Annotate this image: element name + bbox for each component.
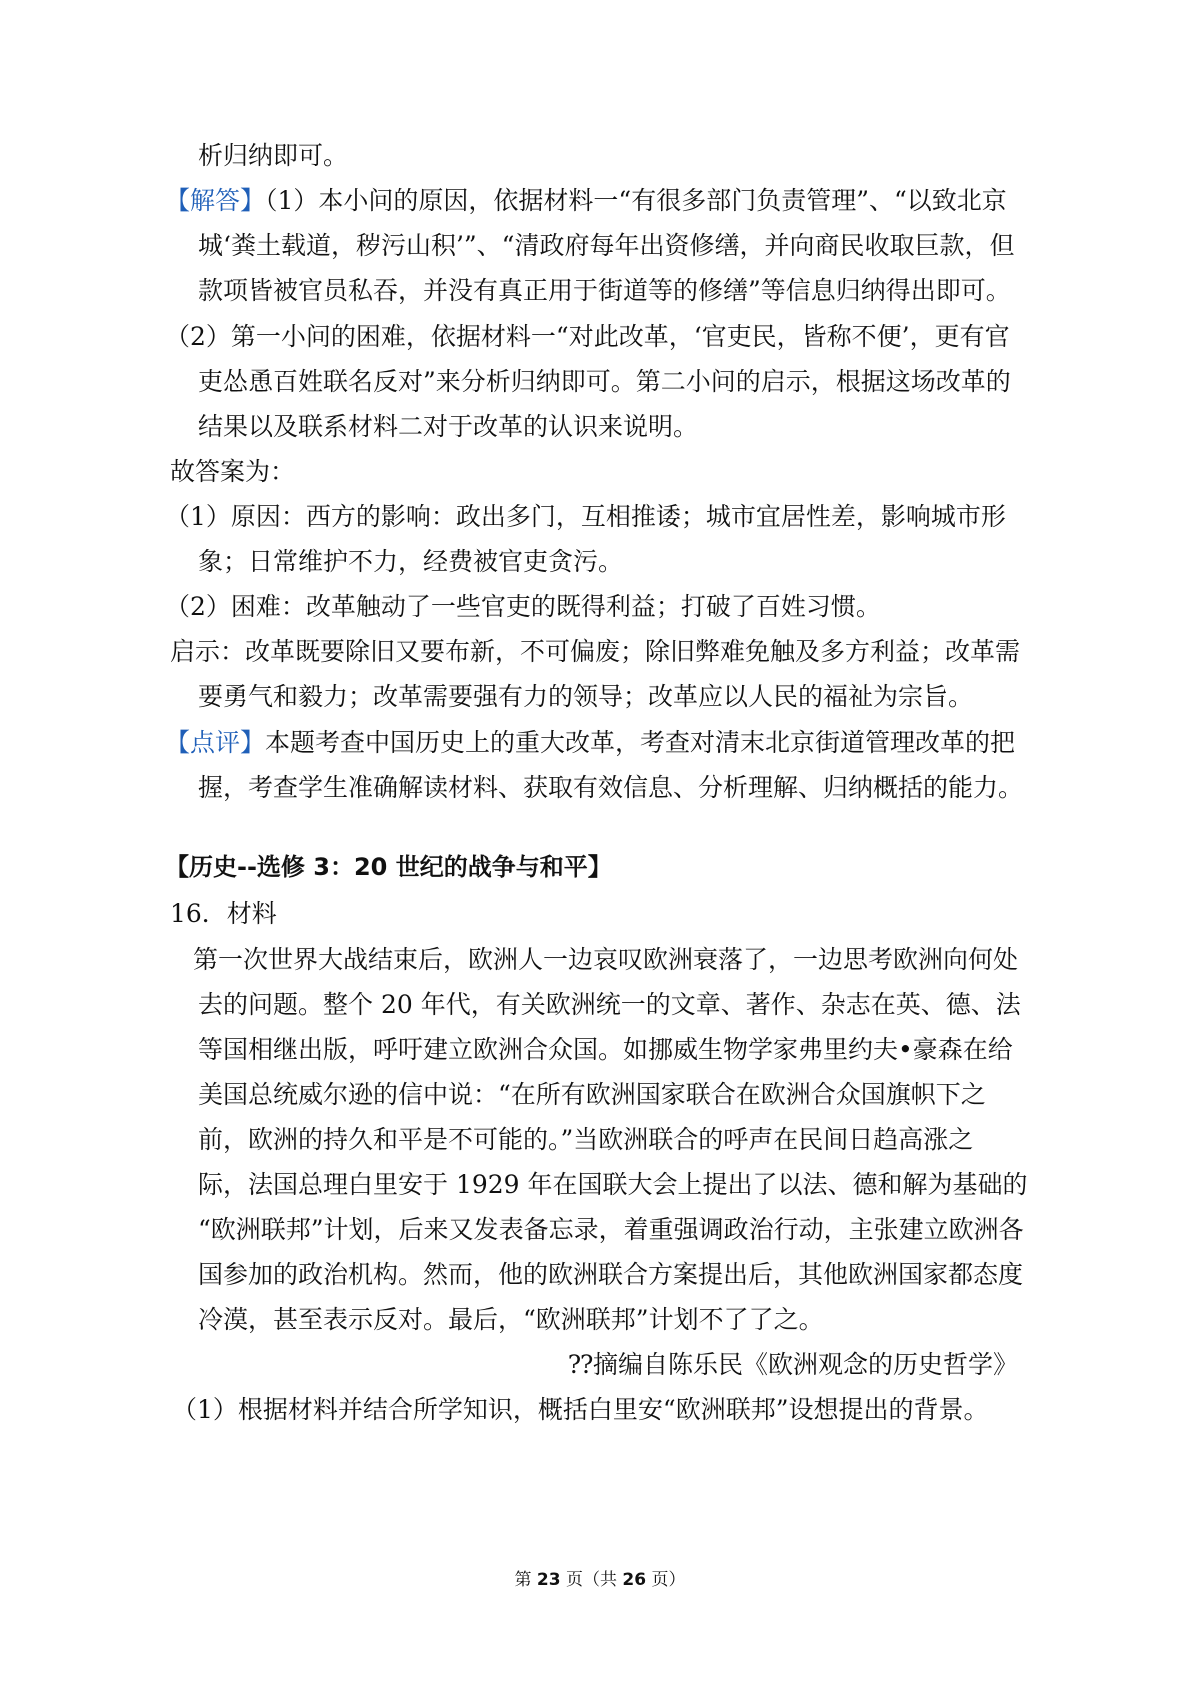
footer-prefix: 第	[514, 1570, 537, 1590]
part2-line: 吏怂恿百姓联名反对”来分析归纳即可。第二小问的启示，根据这场改革的	[198, 367, 1011, 396]
inspiration-line: 要勇气和毅力；改革需要强有力的领导；改革应以人民的福祉为宗旨。	[198, 682, 974, 711]
carry-over-line: 析归纳即可。	[198, 141, 349, 170]
material-line: 去的问题。整个 20 年代，有关欧洲统一的文章、著作、杂志在英、德、法	[198, 990, 1021, 1019]
answer-paragraph-line: 城‘粪土载道，秽污山积’”、“清政府每年出资修缮，并向商民收取巨款，但	[198, 231, 1015, 260]
commentary-line: 握，考查学生准确解读材料、获取有效信息、分析理解、归纳概括的能力。	[198, 773, 1024, 802]
material-line: 前，欧洲的持久和平是不可能的。”当欧洲联合的呼声在民间日趋高涨之	[198, 1125, 974, 1154]
answer-paragraph-line	[0, 184, 1200, 218]
footer-suffix: 页）	[646, 1570, 686, 1590]
material-source: ⁇摘编自陈乐民《欧洲观念的历史哲学》	[568, 1350, 1018, 1379]
material-line: 等国相继出版，呼吁建立欧洲合众国。如挪威生物学家弗里约夫•豪森在给	[198, 1035, 1013, 1064]
answer-label: 【解答】	[165, 186, 266, 215]
material-line: 际，法国总理白里安于 1929 年在国联大会上提出了以法、德和解为基础的	[198, 1170, 1028, 1199]
material-line: 国参加的政治机构。然而，他的欧洲联合方案提出后，其他欧洲国家都态度	[198, 1260, 1024, 1289]
answer-paragraph-line: 款项皆被官员私吞，并没有真正用于街道等的修缮”等信息归纳得出即可。	[198, 276, 1011, 305]
sub-question-1: （1）根据材料并结合所学知识，概括白里安“欧洲联邦”设想提出的背景。	[172, 1395, 989, 1424]
commentary-line	[0, 726, 1200, 760]
material-line: 冷漠，甚至表示反对。最后，“欧洲联邦”计划不了了之。	[198, 1305, 824, 1334]
answer-text: （1）本小问的原因，依据材料一“有很多部门负责管理”、“以致北京	[265, 186, 1007, 215]
material-line: 美国总统威尔逊的信中说：“在所有欧洲国家联合在欧洲合众国旗帜下之	[198, 1080, 986, 1109]
material-line: “欧洲联邦”计划，后来又发表备忘录，着重强调政治行动，主张建立欧洲各	[198, 1215, 1024, 1244]
page-footer	[0, 1568, 1200, 1592]
conclusion-label: 故答案为：	[170, 457, 296, 486]
footer-middle: 页（共	[560, 1570, 623, 1590]
page-total: 26	[622, 1570, 647, 1590]
answer1-line: 象；日常维护不力，经费被官吏贪污。	[198, 547, 624, 576]
part2-line: 结果以及联系材料二对于改革的认识来说明。	[198, 412, 699, 441]
page-number: 23	[536, 1570, 561, 1590]
section-heading: 【历史--选修 3：20 世纪的战争与和平】	[165, 853, 612, 881]
answer2-line: （2）困难：改革触动了一些官吏的既得利益；打破了百姓习惯。	[165, 592, 881, 621]
commentary-text: 本题考查中国历史上的重大改革，考查对清末北京街道管理改革的把	[265, 728, 1016, 757]
question-number: 16．材料	[170, 899, 277, 928]
part2-line: （2）第一小问的困难，依据材料一“对此改革，‘官吏民，皆称不便’，更有官	[165, 322, 1010, 351]
answer1-line: （1）原因：西方的影响：政出多门，互相推诿；城市宜居性差，影响城市形	[165, 502, 1006, 531]
inspiration-line: 启示：改革既要除旧又要布新，不可偏废；除旧弊难免触及多方利益；改革需	[170, 637, 1021, 666]
commentary-label: 【点评】	[165, 728, 266, 757]
material-line: 第一次世界大战结束后，欧洲人一边哀叹欧洲衰落了，一边思考欧洲向何处	[193, 945, 1019, 974]
